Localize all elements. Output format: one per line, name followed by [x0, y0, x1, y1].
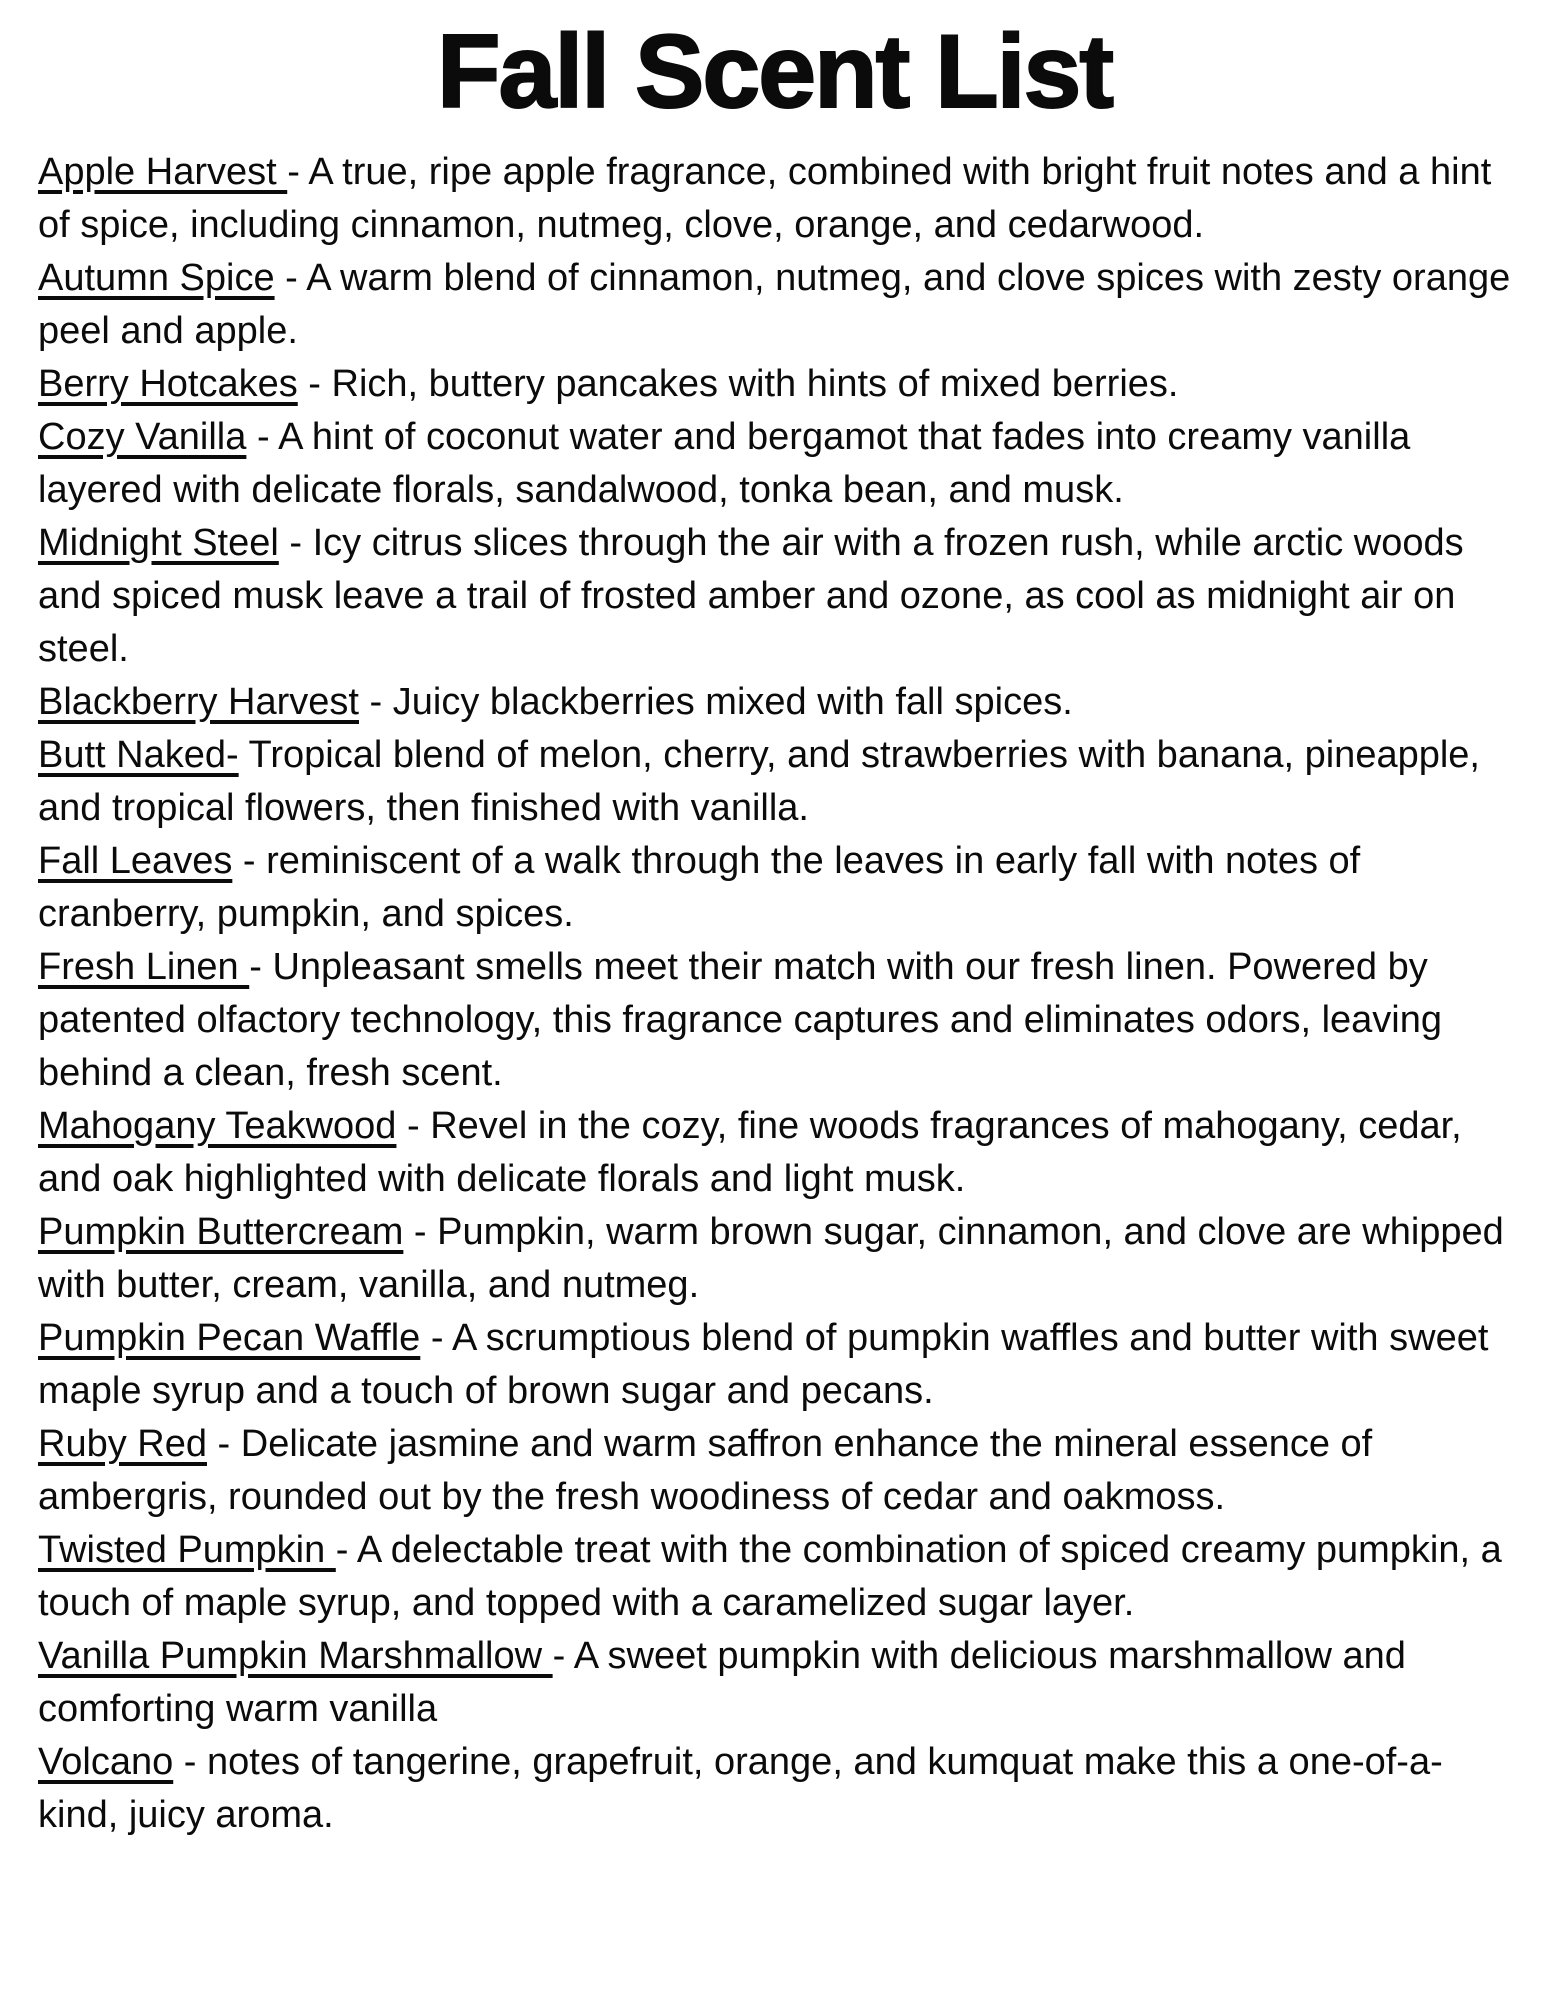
scent-name: Blackberry Harvest	[38, 681, 359, 723]
scent-description: - Pumpkin, warm brown sugar, cinnamon, and clove are whipped with butter, cream, vanilla, and nutmeg.	[38, 1211, 1504, 1306]
scent-name: Twisted Pumpkin	[38, 1529, 336, 1571]
scent-name: Cozy Vanilla	[38, 416, 247, 458]
scent-entry	[38, 517, 1514, 676]
scent-description: - Rich, buttery pancakes with hints of mixed berries.	[297, 363, 1179, 405]
page-title: Fall Scent List	[436, 14, 1113, 130]
scent-description: - notes of tangerine, grapefruit, orange, and kumquat make this a one-of-a-kind, juicy aroma.	[38, 1741, 1443, 1836]
scent-name: Apple Harvest	[38, 151, 288, 193]
scent-entry	[38, 252, 1514, 358]
scent-description: - Unpleasant smells meet their match with our fresh linen. Powered by patented olfactory technology, this fragrance captures and eliminates odors, leaving behind a clean, fresh scent.	[38, 946, 1443, 1094]
scent-entry	[38, 1312, 1514, 1418]
scent-description: - A true, ripe apple fragrance, combined with bright fruit notes and a hint of spice, including cinnamon, nutmeg, clove, orange, and cedarwood.	[38, 151, 1492, 246]
scent-name: Ruby Red	[38, 1423, 207, 1465]
scent-entry	[38, 1418, 1514, 1524]
scent-description: - A warm blend of cinnamon, nutmeg, and clove spices with zesty orange peel and apple.	[38, 257, 1511, 352]
scent-entry	[38, 1100, 1514, 1206]
scent-list	[38, 146, 1514, 1842]
scent-name: Volcano	[38, 1741, 174, 1783]
scent-name: Mahogany Teakwood	[38, 1105, 397, 1147]
scent-entry	[38, 1736, 1514, 1842]
scent-entry	[38, 941, 1514, 1100]
scent-description: - A sweet pumpkin with delicious marshmallow and comforting warm vanilla	[38, 1635, 1406, 1730]
scent-description: - Delicate jasmine and warm saffron enhance the mineral essence of ambergris, rounded out by the fresh woodiness of cedar and oakmoss.	[38, 1423, 1373, 1518]
scent-entry	[38, 358, 1514, 411]
scent-description: - A delectable treat with the combination of spiced creamy pumpkin, a touch of maple syrup, and topped with a caramelized sugar layer.	[38, 1529, 1502, 1624]
scent-description: - Juicy blackberries mixed with fall spices.	[358, 681, 1073, 723]
scent-description: - Icy citrus slices through the air with a frozen rush, while arctic woods and spiced musk leave a trail of frosted amber and ozone, as cool as midnight air on steel.	[38, 522, 1464, 670]
scent-entry	[38, 1206, 1514, 1312]
scent-description: - Revel in the cozy, fine woods fragrances of mahogany, cedar, and oak highlighted with delicate florals and light musk.	[38, 1105, 1462, 1200]
scent-name: Vanilla Pumpkin Marshmallow	[38, 1635, 553, 1677]
scent-name: Berry Hotcakes	[38, 363, 298, 405]
scent-entry	[38, 676, 1514, 729]
scent-description: - A hint of coconut water and bergamot that fades into creamy vanilla layered with delicate florals, sandalwood, tonka bean, and musk.	[38, 416, 1411, 511]
scent-description: - A scrumptious blend of pumpkin waffles and butter with sweet maple syrup and a touch of brown sugar and pecans.	[38, 1317, 1489, 1412]
scent-entry	[38, 835, 1514, 941]
scent-name: Fresh Linen	[38, 946, 250, 988]
scent-name: Pumpkin Buttercream	[38, 1211, 404, 1253]
scent-description: - reminiscent of a walk through the leaves in early fall with notes of cranberry, pumpkin, and spices.	[38, 840, 1361, 935]
scent-entry	[38, 1524, 1514, 1630]
scent-entry	[38, 729, 1514, 835]
scent-name: Autumn Spice	[38, 257, 275, 299]
scent-name: Pumpkin Pecan Waffle	[38, 1317, 421, 1359]
scent-name: Midnight Steel	[38, 522, 279, 564]
scent-entry	[38, 1630, 1514, 1736]
scent-entry	[38, 411, 1514, 517]
scent-description: Tropical blend of melon, cherry, and strawberries with banana, pineapple, and tropical flowers, then finished with vanilla.	[38, 734, 1480, 829]
scent-name: Fall Leaves	[38, 840, 233, 882]
scent-entry	[38, 146, 1514, 252]
scent-name: Butt Naked-	[38, 734, 239, 776]
